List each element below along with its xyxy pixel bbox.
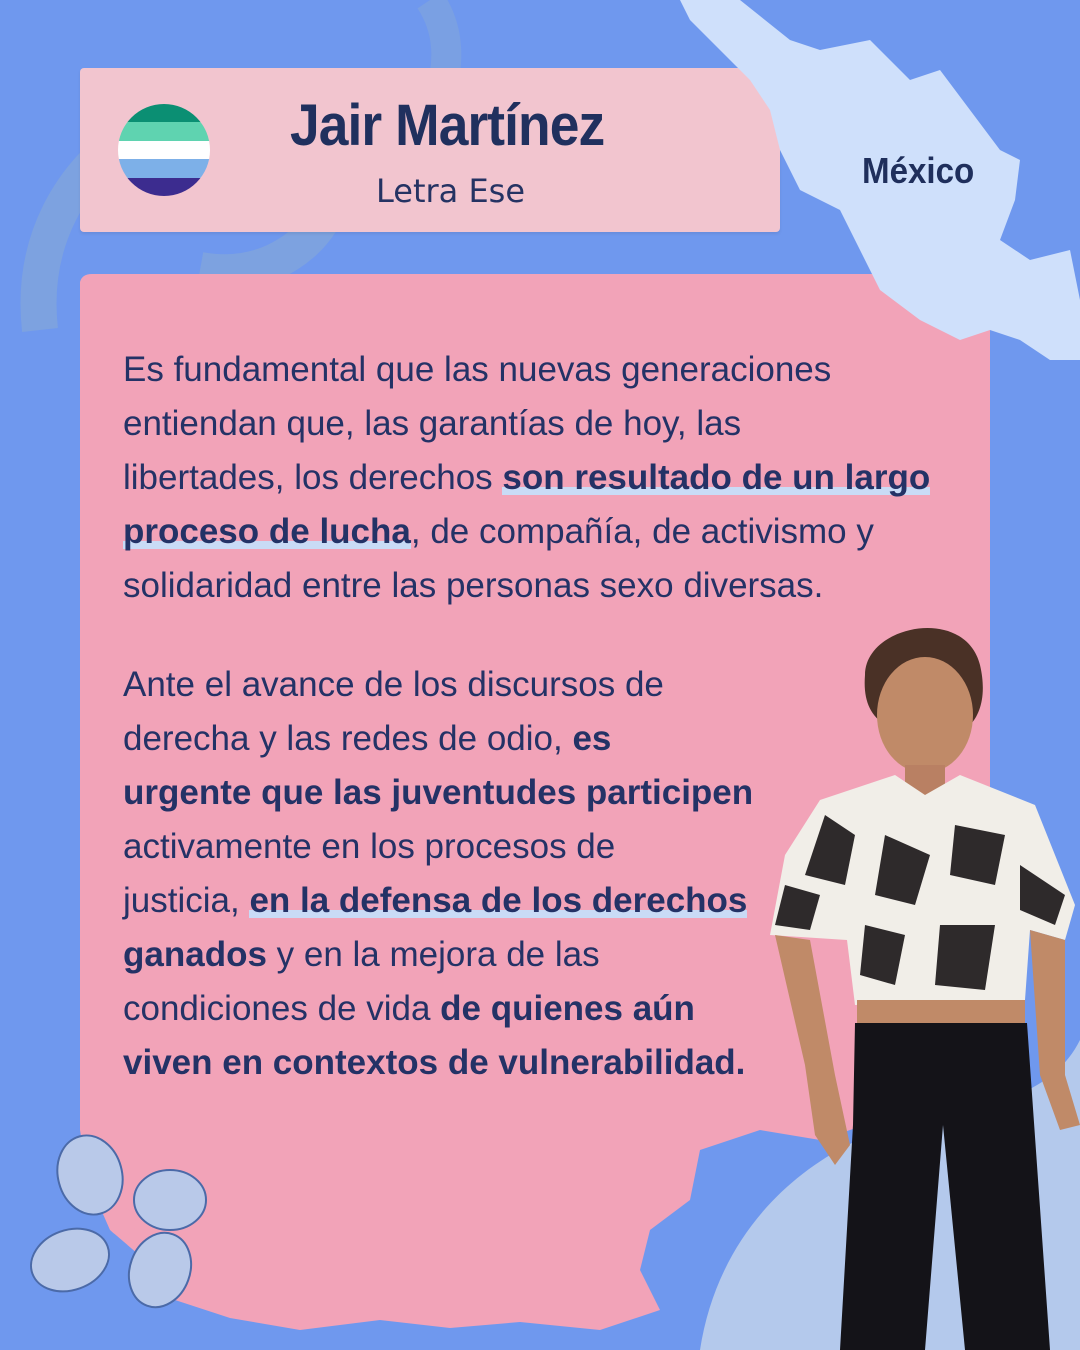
person-name: Jair Martínez	[290, 93, 605, 158]
highlighted-text: en la defensa de los derechos	[249, 881, 748, 920]
highlighted-text: son resultado de un largo	[502, 458, 931, 497]
quote-line: activamente en los procesos de	[123, 827, 616, 866]
bold-text: urgente que las juventudes participen	[123, 773, 754, 812]
quote-text: libertades, los derechos	[123, 458, 503, 497]
person-photo	[765, 605, 1080, 1350]
quote-line: Es fundamental que las nuevas generaciones	[123, 350, 832, 389]
quote-text: derecha y las redes de odio,	[123, 719, 573, 758]
bold-text: viven en contextos de vulnerabilidad.	[123, 1043, 746, 1082]
highlighted-text: proceso de lucha	[123, 512, 411, 551]
bold-text: de quienes aún	[440, 989, 695, 1028]
quote-text: y en la mejora de las	[266, 935, 600, 974]
quote-line: Ante el avance de los discursos de	[123, 665, 664, 704]
bold-text: ganados	[123, 935, 267, 974]
gay-men-pride-flag-icon	[118, 104, 210, 196]
quote-line: solidaridad entre las personas sexo diversas.	[123, 566, 824, 605]
quote-line	[123, 451, 983, 505]
country-label: México	[862, 150, 975, 191]
quote-text: condiciones de vida	[123, 989, 441, 1028]
quote-line: entiendan que, las garantías de hoy, las	[123, 404, 742, 443]
flower-icon	[20, 1130, 220, 1320]
bold-text: es	[572, 719, 612, 758]
quote-text: , de compañía, de activismo y	[410, 512, 874, 551]
quote-paragraph-1	[123, 343, 983, 613]
quote-line	[123, 505, 983, 559]
quote-text: justicia,	[123, 881, 250, 920]
organization-name: Letra Ese	[376, 172, 526, 210]
